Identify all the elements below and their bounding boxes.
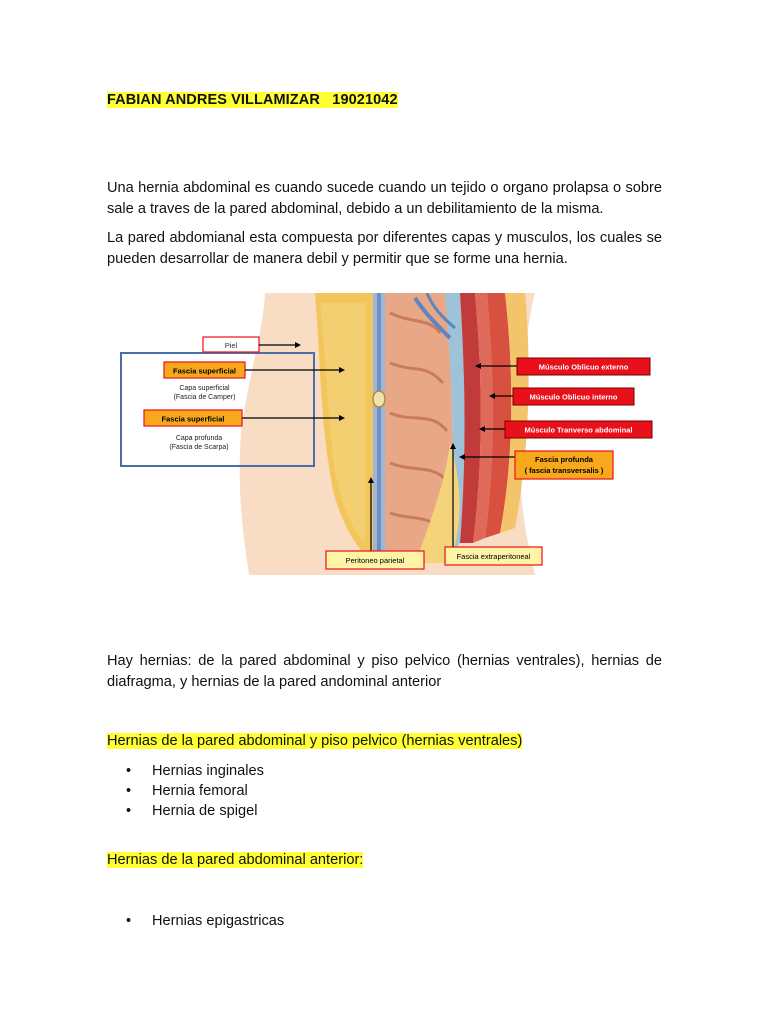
label-fascia-superficial-1	[164, 362, 245, 401]
svg-text:Fascia profunda: Fascia profunda	[535, 455, 593, 464]
svg-text:Fascia superficial: Fascia superficial	[173, 366, 236, 376]
svg-text:(Fascia de Camper): (Fascia de Camper)	[173, 394, 236, 401]
svg-text:Músculo Tranverso abdominal: Músculo Tranverso abdominal	[524, 425, 633, 435]
svg-text:Músculo Oblicuo interno: Músculo Oblicuo interno	[529, 392, 618, 402]
anatomy-illustration	[240, 293, 535, 575]
label-oblicuo-interno	[513, 388, 634, 405]
ventral-hernias-list	[126, 761, 264, 821]
label-peritoneo-parietal	[326, 551, 424, 569]
svg-text:( fascia transversalis ): ( fascia transversalis )	[524, 466, 604, 475]
svg-text:Capa superficial: Capa superficial	[179, 385, 230, 392]
intro-paragraph-1: Una hernia abdominal es cuando sucede cuando un tejido o organo prolapsa o sobre sale a traves de la pared abdominal, debido a un debilitamiento de la misma.	[107, 180, 662, 217]
section-heading-ventrales	[107, 731, 522, 751]
label-fascia-extraperitoneal	[445, 547, 542, 565]
label-oblicuo-externo	[517, 358, 650, 375]
section-heading-ventrales-text: Hernias de la pared abdominal y piso pelvico (hernias ventrales)	[107, 733, 523, 749]
list-item: • Hernia de spigel	[126, 801, 264, 821]
label-piel-text: Piel	[224, 341, 238, 350]
list-item: • Hernias epigastricas	[126, 911, 284, 931]
svg-text:Músculo Oblicuo externo: Músculo Oblicuo externo	[538, 362, 629, 372]
svg-text:Fascia extraperitoneal: Fascia extraperitoneal	[456, 552, 531, 561]
label-transverso	[505, 421, 652, 438]
svg-text:(Fascia de Scarpa): (Fascia de Scarpa)	[169, 444, 229, 451]
anterior-hernias-list	[126, 911, 284, 931]
label-fascia-superficial-2	[144, 410, 242, 451]
section-heading-anterior-text: Hernias de la pared abdominal anterior:	[107, 852, 364, 868]
label-piel	[203, 337, 259, 352]
svg-text:Fascia superficial: Fascia superficial	[161, 414, 225, 424]
abdominal-wall-figure	[115, 293, 660, 575]
label-fascia-profunda	[515, 451, 613, 479]
intro-paragraph-2: La pared abdomianal esta compuesta por diferentes capas y musculos, los cuales se pueden desarrollar de manera debil y permitir que se forme una hernia.	[107, 230, 662, 267]
list-item: • Hernias inginales	[126, 761, 264, 781]
svg-text:Peritoneo parietal: Peritoneo parietal	[345, 556, 405, 565]
types-paragraph: Hay hernias: de la pared abdominal y piso pelvico (hernias ventrales), hernias de diafragma, y hernias de la pared andominal anterior	[107, 653, 662, 690]
author-name-id: FABIAN ANDRES VILLAMIZAR 19021042	[107, 92, 398, 108]
svg-text:Capa profunda: Capa profunda	[175, 435, 223, 442]
section-heading-anterior	[107, 850, 363, 870]
list-item: • Hernia femoral	[126, 781, 264, 801]
